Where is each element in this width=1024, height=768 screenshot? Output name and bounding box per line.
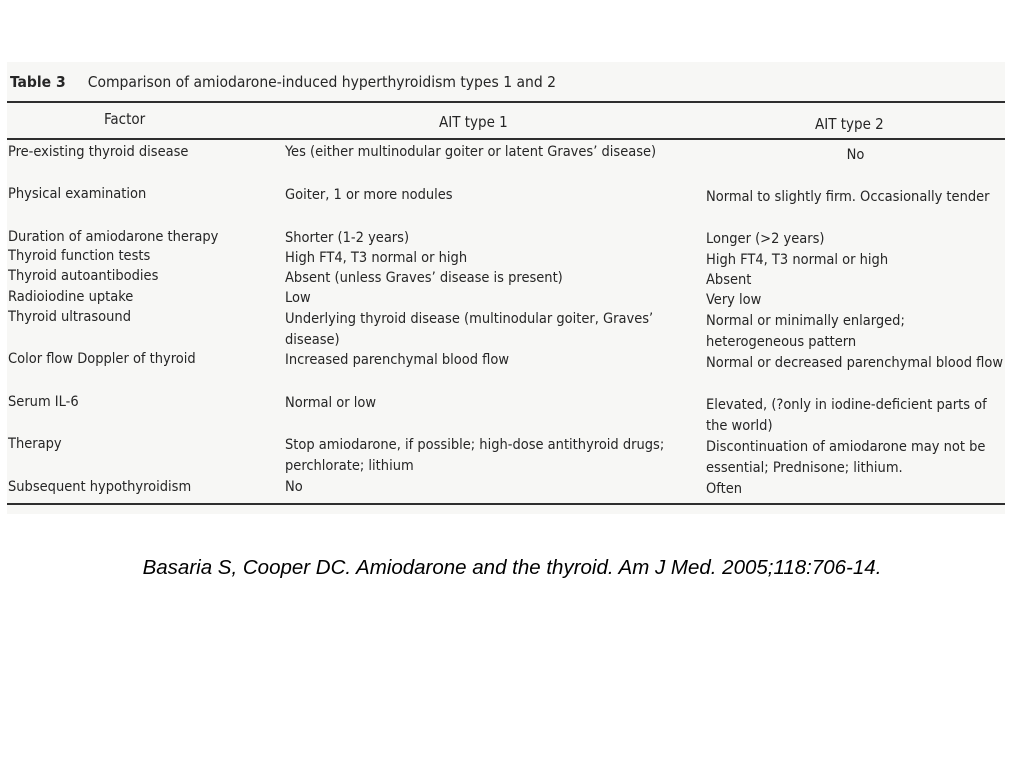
row-5-type1: Absent (unless Graves’ disease is present)	[285, 270, 563, 286]
row-6-type2: Very low	[706, 292, 762, 308]
header-ait-type-2: AIT type 2	[815, 115, 884, 133]
row-1-factor: Pre-existing thyroid disease	[8, 144, 189, 160]
row-3-factor: Duration of amiodarone therapy	[8, 229, 219, 245]
header-factor: Factor	[104, 110, 146, 128]
row-6-type1: Low	[285, 290, 311, 306]
table-caption	[10, 72, 556, 93]
header-rule	[7, 138, 1005, 140]
table-bottom-rule	[7, 503, 1005, 505]
row-10-type2: Discontinuation of amiodarone may not be essential; Prednisone; lithium.	[706, 439, 986, 476]
row-4-factor: Thyroid function tests	[8, 248, 151, 264]
table-caption-text: Comparison of amiodarone-induced hyperthyroidism types 1 and 2	[87, 73, 557, 91]
row-8-type1: Increased parenchymal blood flow	[285, 352, 510, 368]
row-2-factor: Physical examination	[8, 186, 147, 202]
row-7-type2: Normal or minimally enlarged; heterogeneous pattern	[706, 313, 905, 350]
row-11-factor: Subsequent hypothyroidism	[8, 479, 192, 495]
row-3-type2: Longer (>2 years)	[706, 231, 825, 247]
row-2-type1: Goiter, 1 or more nodules	[285, 187, 453, 203]
row-8-type2: Normal or decreased parenchymal blood flow	[706, 355, 1003, 371]
table-top-rule	[7, 101, 1005, 103]
row-9-type1: Normal or low	[285, 395, 377, 411]
row-7-factor: Thyroid ultrasound	[8, 309, 131, 325]
row-6-factor: Radioiodine uptake	[8, 289, 134, 305]
row-5-type2: Absent	[706, 272, 752, 288]
table-caption-label: Table 3	[10, 73, 66, 91]
row-3-type1: Shorter (1-2 years)	[285, 230, 410, 246]
header-ait-type-1: AIT type 1	[439, 113, 508, 131]
row-1-type2: No	[846, 147, 865, 163]
row-2-type2: Normal to slightly firm. Occasionally tender	[706, 189, 990, 205]
row-10-factor: Therapy	[8, 436, 62, 452]
row-9-factor: Serum IL-6	[8, 394, 79, 410]
row-11-type1: No	[285, 479, 303, 495]
row-7-type1: Underlying thyroid disease (multinodular goiter, Graves’ disease)	[285, 311, 654, 348]
row-5-factor: Thyroid autoantibodies	[8, 268, 159, 284]
row-4-type1: High FT4, T3 normal or high	[285, 250, 468, 266]
row-1-type1: Yes (either multinodular goiter or latent Graves’ disease)	[285, 144, 657, 160]
scanned-table	[7, 62, 1005, 514]
row-9-type2: Elevated, (?only in iodine-deficient parts of the world)	[706, 397, 987, 434]
row-10-type1: Stop amiodarone, if possible; high-dose antithyroid drugs; perchlorate; lithium	[285, 437, 665, 474]
row-4-type2: High FT4, T3 normal or high	[706, 252, 889, 268]
citation: Basaria S, Cooper DC. Amiodarone and the thyroid. Am J Med. 2005;118:706-14.	[142, 556, 882, 579]
row-11-type2: Often	[706, 481, 743, 497]
row-8-factor: Color flow Doppler of thyroid	[8, 351, 196, 367]
